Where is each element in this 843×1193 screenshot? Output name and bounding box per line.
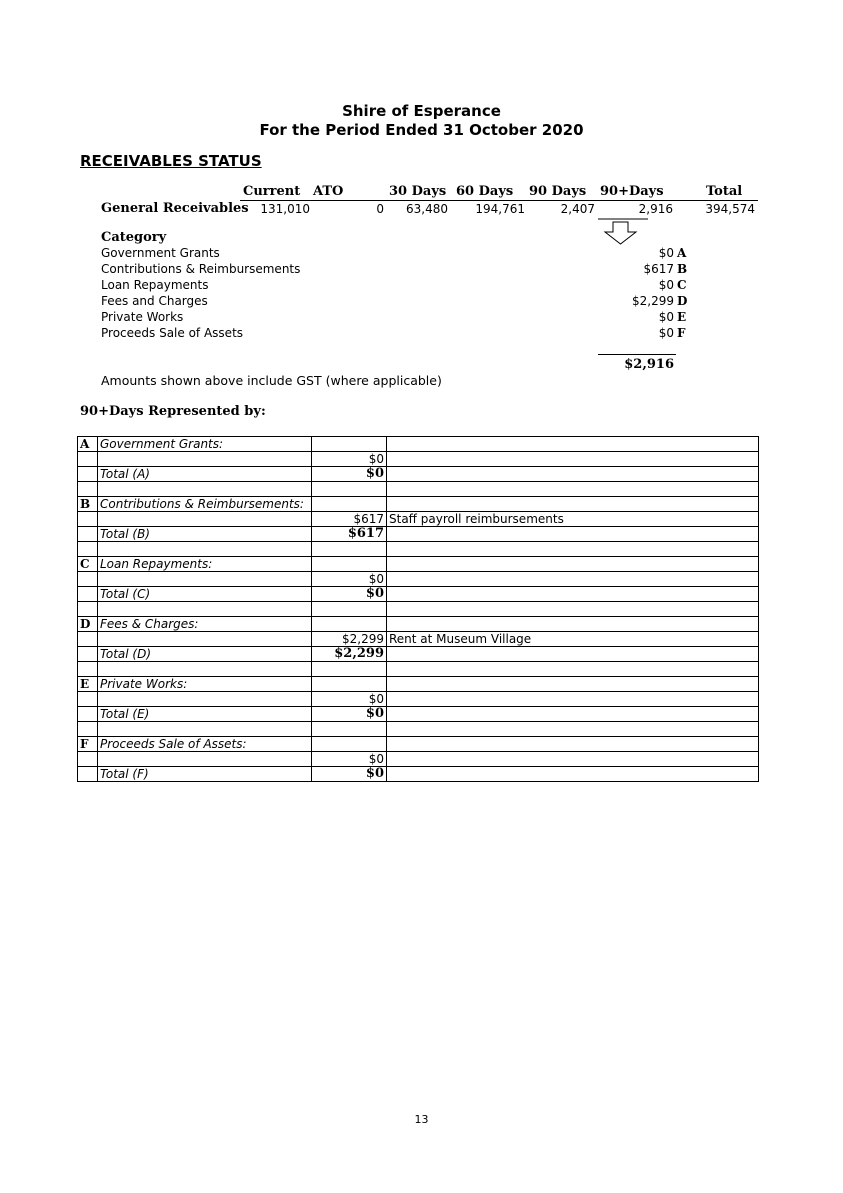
group-title-e: Private Works: [98,677,312,692]
group-letter-c: C [78,557,98,572]
category-amount-b: $617 [643,262,674,276]
category-letter-e: E [677,310,687,324]
category-label-c: Loan Repayments [101,278,209,292]
category-total: $2,916 [624,357,674,372]
group-letter-e: E [78,677,98,692]
table-row [78,632,759,647]
table-row [78,527,759,542]
group-total-b: $617 [312,527,387,542]
table-row [78,512,759,527]
value-total: 394,574 [705,202,755,216]
group-letter-f: F [78,737,98,752]
group-description-d: Rent at Museum Village [387,632,759,647]
category-amount-f: $0 [658,326,674,340]
col-header-total: Total [706,184,743,199]
table-row [78,467,759,482]
group-amount-f: $0 [312,752,387,767]
group-letter-a: A [78,437,98,452]
table-row [78,557,759,572]
group-total-label-e: Total (E) [98,707,312,722]
group-title-a: Government Grants: [98,437,312,452]
section-title: RECEIVABLES STATUS [80,152,262,170]
page-number: 13 [414,1113,429,1126]
category-total-rule [598,354,676,355]
group-amount-d: $2,299 [312,632,387,647]
group-total-d: $2,299 [312,647,387,662]
category-letter-d: D [677,294,688,308]
table-row [78,587,759,602]
category-label-e: Private Works [101,310,184,324]
group-total-label-b: Total (B) [98,527,312,542]
group-amount-b: $617 [312,512,387,527]
group-title-d: Fees & Charges: [98,617,312,632]
table-row [78,692,759,707]
table-row [78,707,759,722]
table-row [78,497,759,512]
category-heading: Category [101,230,167,245]
value-30days: 63,480 [406,202,448,216]
category-label-a: Government Grants [101,246,220,260]
table-row [78,722,759,737]
group-total-e: $0 [312,707,387,722]
summary-header-underline [240,200,758,201]
category-amount-c: $0 [658,278,674,292]
group-total-a: $0 [312,467,387,482]
category-label-b: Contributions & Reimbursements [101,262,301,276]
col-header-90days: 90 Days [529,184,587,199]
document-subtitle: For the Period Ended 31 October 2020 [259,121,584,139]
general-receivables-label: General Receivables [101,201,249,216]
group-total-label-c: Total (C) [98,587,312,602]
table-row [78,647,759,662]
group-total-label-a: Total (A) [98,467,312,482]
group-title-c: Loan Repayments: [98,557,312,572]
col-header-60days: 60 Days [456,184,514,199]
group-title-b: Contributions & Reimbursements: [98,497,312,512]
col-header-30days: 30 Days [389,184,447,199]
category-letter-c: C [677,278,687,292]
group-total-label-f: Total (F) [98,767,312,782]
category-label-d: Fees and Charges [101,294,208,308]
value-90days: 2,407 [560,202,595,216]
table-row [78,542,759,557]
table-row [78,677,759,692]
col-header-current: Current [243,184,301,199]
group-amount-e: $0 [312,692,387,707]
category-letter-f: F [677,326,686,340]
represented-heading: 90+Days Represented by: [80,404,266,419]
category-amount-a: $0 [658,246,674,260]
table-row [78,737,759,752]
group-letter-b: B [78,497,98,512]
table-row [78,482,759,497]
group-description-e [387,692,759,707]
group-total-label-d: Total (D) [98,647,312,662]
group-amount-a: $0 [312,452,387,467]
table-row [78,767,759,782]
value-current: 131,010 [260,202,310,216]
table-row [78,752,759,767]
table-row [78,662,759,677]
table-row [78,452,759,467]
table-row [78,437,759,452]
group-description-a [387,452,759,467]
col-header-90plus: 90+Days [600,184,664,199]
group-letter-d: D [78,617,98,632]
group-title-f: Proceeds Sale of Assets: [98,737,312,752]
col-header-ato: ATO [313,184,344,199]
gst-note: Amounts shown above include GST (where applicable) [101,373,442,388]
value-90plus: 2,916 [638,202,673,216]
category-label-f: Proceeds Sale of Assets [101,326,244,340]
value-60days: 194,761 [475,202,525,216]
table-row [78,602,759,617]
document-title: Shire of Esperance [342,102,501,120]
represented-table [77,436,759,782]
category-amount-e: $0 [658,310,674,324]
category-letter-b: B [677,262,688,276]
category-letter-a: A [677,246,687,260]
table-row [78,617,759,632]
group-description-f [387,752,759,767]
category-amount-d: $2,299 [632,294,674,308]
group-description-b: Staff payroll reimbursements [387,512,759,527]
table-row [78,572,759,587]
group-total-c: $0 [312,587,387,602]
value-ato: 0 [376,202,384,216]
group-description-c [387,572,759,587]
group-total-f: $0 [312,767,387,782]
group-amount-c: $0 [312,572,387,587]
